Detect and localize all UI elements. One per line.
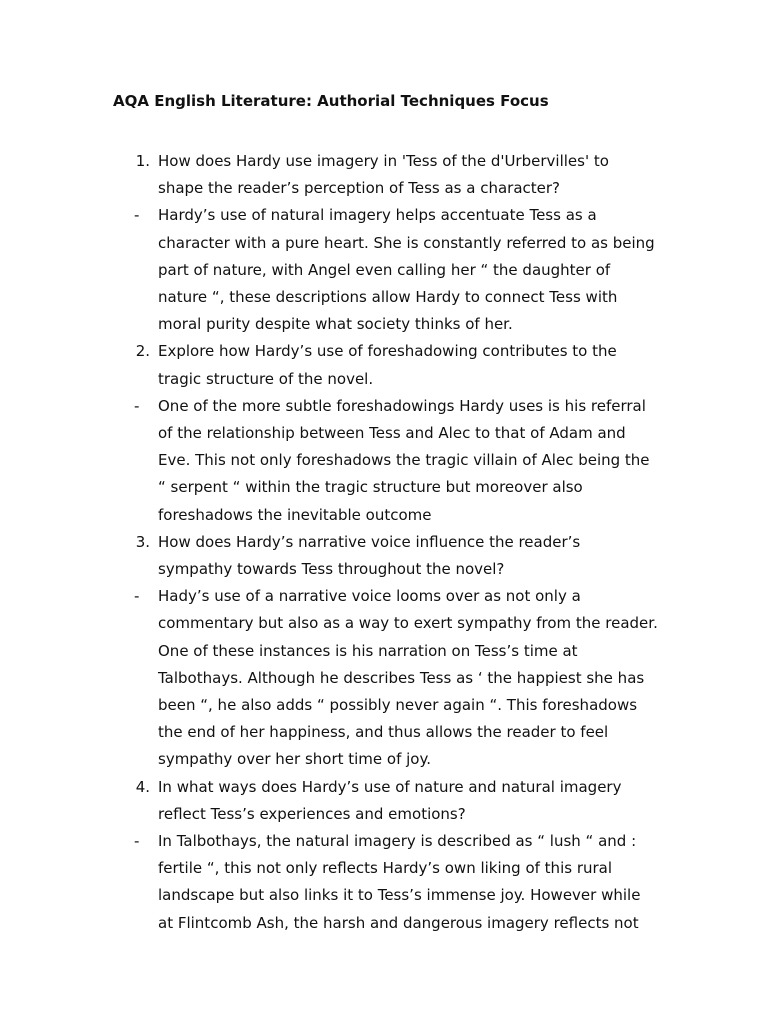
list-number: 3. — [135, 532, 150, 551]
answer-item-3 — [113, 583, 658, 773]
answer-text: One of the more subtle foreshadowings Hardy uses is his referral of the relationship between Tess and Alec to that of Adam and Eve. This not only foreshadows the tragic villain of Alec being the “ serpent “ within the tragic structure but moreover also foreshadows the inevitable outcome — [158, 396, 650, 524]
answer-text: In Talbothays, the natural imagery is described as “ lush “ and : fertile “, this not only reflects Hardy’s own liking of this rural landscape but also links it to Tess’s immense joy. However while at Flintcomb Ash, the harsh and dangerous imagery reflects not — [158, 832, 641, 932]
answer-item-4 — [113, 828, 658, 937]
question-text: How does Hardy use imagery in 'Tess of the d'Urbervilles' to shape the reader’s perception of Tess as a character? — [158, 152, 609, 198]
list-number: 2. — [135, 342, 150, 361]
question-item-1 — [113, 148, 658, 202]
dash-bullet: - — [134, 396, 140, 415]
question-item-4 — [113, 774, 658, 828]
answer-text: Hardy’s use of natural imagery helps accentuate Tess as a character with a pure heart. She is constantly referred to as being part of nature, with Angel even calling her “ the daughter of nature “, these descriptions allow Hardy to connect Tess with moral purity despite what society thinks of her. — [158, 206, 655, 334]
question-item-2 — [113, 338, 658, 392]
dash-bullet: - — [134, 587, 140, 606]
answer-item-1 — [113, 202, 658, 338]
dash-bullet: - — [134, 832, 140, 851]
list-number: 4. — [135, 777, 150, 796]
list-number: 1. — [135, 152, 150, 170]
document-title: AQA English Literature: Authorial Techniques Focus — [113, 92, 549, 110]
question-text: Explore how Hardy’s use of foreshadowing contributes to the tragic structure of the novel. — [158, 342, 617, 388]
question-text: In what ways does Hardy’s use of nature and natural imagery reflect Tess’s experiences and emotions? — [158, 777, 622, 823]
answer-item-2 — [113, 393, 658, 529]
question-item-3 — [113, 529, 658, 583]
question-text: How does Hardy’s narrative voice influence the reader’s sympathy towards Tess throughout the novel? — [158, 532, 581, 579]
question-list — [113, 148, 658, 937]
dash-bullet: - — [134, 206, 140, 225]
answer-text: Hady’s use of a narrative voice looms over as not only a commentary but also as a way to exert sympathy from the reader. One of these instances is his narration on Tess’s time at Talbothays. Although he describes Tess as ‘ the happiest she has been “, he also adds “ possibly never again “. This foreshadows the end of her happiness, and thus allows the reader to feel sympathy over her short time of joy. — [158, 587, 658, 769]
